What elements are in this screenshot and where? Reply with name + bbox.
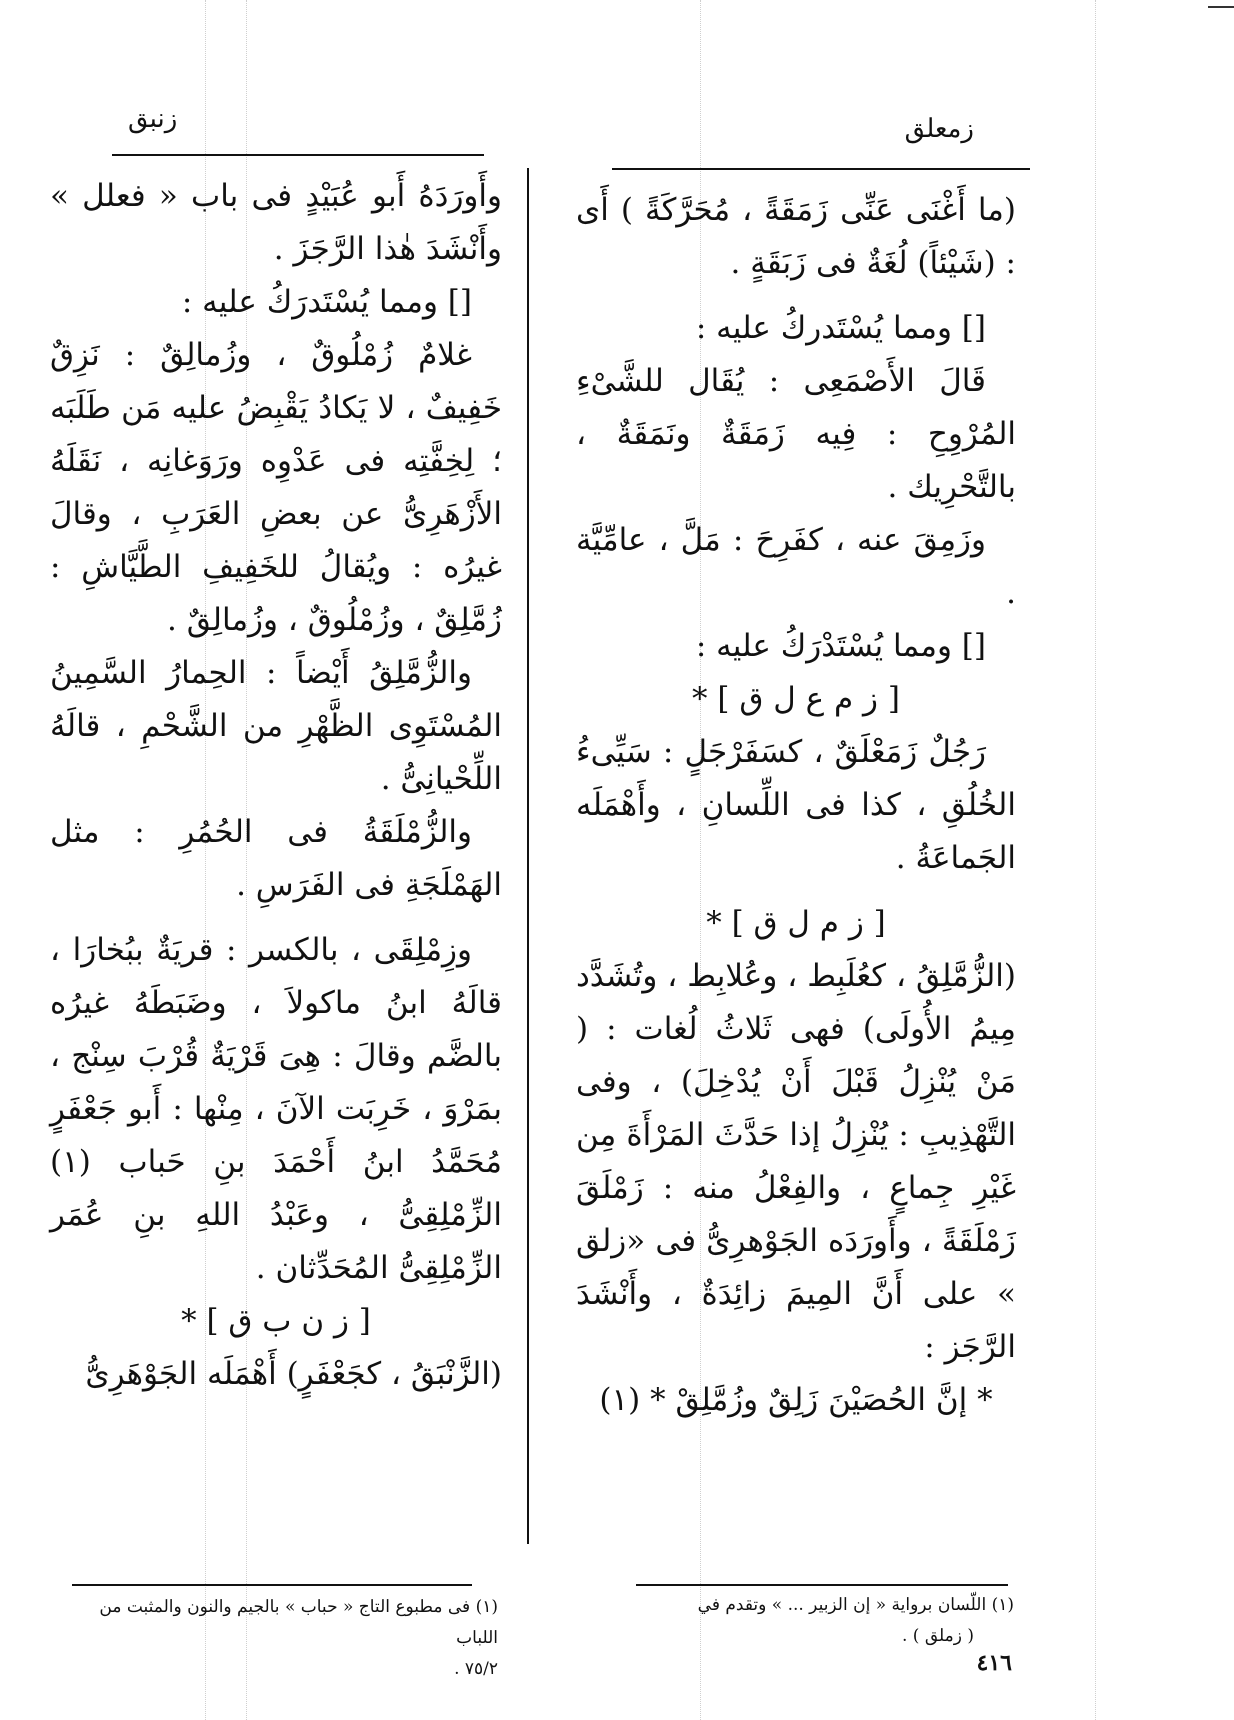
addendum-heading: [] ومما يُسْتَدركُ عليه : <box>695 310 986 346</box>
right-column <box>576 184 1016 1427</box>
header-rule-right <box>612 168 1030 170</box>
running-head-right: زمعلق <box>904 114 974 144</box>
entry-paragraph: قَالَ الأَصْمَعِى : يُقَال للشَّىْءِ المُرْوِحِ : فِيه زَمَقَةٌ ونَمَقَةٌ ، بالتَّحْرِيك . <box>576 363 1016 505</box>
entry-paragraph: وزَمِقَ عنه ، كفَرِحَ : مَلَّ ، عامِّيَّة . <box>576 522 1016 611</box>
addendum-heading: [] ومما يُسْتَدرَكُ عليه : <box>181 284 472 320</box>
left-column <box>50 170 502 1401</box>
footnote-rule-right <box>636 1584 1008 1586</box>
footnote-right <box>574 1590 1014 1652</box>
headword-root: [ ز م ع ل ق ] * <box>692 681 900 717</box>
footnote-line: (١) فى مطبوع التاج « حباب » بالجيم والنون والمثبت من اللباب <box>99 1597 498 1648</box>
scan-mark <box>1208 6 1234 8</box>
column-divider <box>527 168 529 1544</box>
footnote-left <box>58 1592 498 1685</box>
entry-paragraph: غلامٌ زُمْلُوقٌ ، وزُمالِقٌ : نَزِقٌ خَفِيفٌ ، لا يَكادُ يَقْبِضُ عليه مَن طَلَبَه ؛ لِخِفَّتِه فى عَدْوِه ورَوَغانِه ، نَقَلَهُ الأَزْهَرِىُّ عن بعضِ العَرَبِ ، وقالَ غيرُه : ويُقالُ للخَفِيفِ الطَّيَّاشِ : زُمَّلِقٌ ، وزُمْلُوقٌ ، وزُمالِقٌ . <box>50 337 502 638</box>
entry-paragraph: (الزُّمَّلِقُ ، كعُلَبِط ، وعُلابِط ، وتُشَدَّد مِيمُ الأُولَى) فهى ثَلاثُ لُغات : ( مَنْ يُنْزِلُ قَبْلَ أَنْ يُدْخِلَ) ، وفى التَّهْذِيبِ : يُنْزِلُ إذا حَدَّثَ المَرْأَةَ مِن غَيْرِ جِماعٍ ، والفِعْلُ منه : زَمْلَقَ زَمْلَقَةً ، وأَورَدَه الجَوْهرِىُّ فى «زلق » على أَنَّ المِيمَ زائِدَةٌ ، وأَنْشَدَ الرَّجَز : <box>576 958 1016 1365</box>
addendum-heading: [] ومما يُسْتَدْرَكُ عليه : <box>695 628 986 664</box>
entry-paragraph: والزُّمْلَقَةُ فى الحُمُرِ : مثل الهَمْلَجَةِ فى الفَرَسِ . <box>50 814 502 903</box>
headword-root: [ ز م ل ق ] * <box>706 905 886 941</box>
footnote-rule-left <box>72 1584 472 1586</box>
headword-root: [ ز ن ب ق ] * <box>181 1303 371 1339</box>
page-number: ٤١٦ <box>976 1650 1012 1676</box>
entry-paragraph: وأَورَدَهُ أَبو عُبَيْدٍ فى باب « فعلل » وأَنْشَدَ هٰذا الرَّجَزَ . <box>50 178 502 267</box>
entry-paragraph: وزِمْلِقَى ، بالكسر : قريَةٌ ببُخارَا ، قالَهُ ابنُ ماكولاَ ، وضَبَطَهُ غيرُه بالضَّم وقالَ : هِىَ قَرْيَةٌ قُرْبَ سِنْج ، بمَرْوَ ، خَرِبَت الآنَ ، مِنْها : أَبو جَعْفَرٍ مُحَمَّدُ ابنُ أَحْمَدَ بنِ حَباب (١) الزِّمْلِقِىُّ ، وعَبْدُ اللهِ بنِ عُمَر الزِّمْلِقِىُّ المُحَدِّثان . <box>50 932 502 1286</box>
entry-paragraph: (الزَّنْبَقُ ، كجَعْفَرٍ) أَهْمَلَه الجَوْهَرِىُّ <box>85 1356 502 1392</box>
header-rule-left <box>112 154 484 156</box>
footnote-line: ( زملق ) . <box>901 1626 974 1646</box>
entry-paragraph: والزُّمَّلِقُ أَيْضاً : الحِمارُ السَّمِينُ المُسْتَوِى الظَّهْرِ من الشَّحْمِ ، قالَهُ اللِّحْيانِىُّ . <box>50 655 502 797</box>
entry-paragraph: رَجُلٌ زَمَعْلَقٌ ، كسَفَرْجَلٍ : سَيِّىءُ الخُلُقِ ، كذا فى اللِّسانِ ، وأَهْمَلَه الجَماعَةُ . <box>576 734 1016 876</box>
running-head-left: زنبق <box>128 104 178 134</box>
footnote-line: ٧٥/٢ . <box>454 1659 498 1679</box>
footnote-line: (١) اللّسان برواية « إن الزبير ... » وتقدم في <box>697 1595 1014 1615</box>
verse-line: * إنَّ الحُصَيْنَ زَلِقٌ وزُمَّلِقْ * (١) <box>599 1382 993 1418</box>
scan-guide-line <box>1095 0 1096 1720</box>
entry-paragraph: (ما أَغْنَى عَنِّى زَمَقَةً ، مُحَرَّكَةً ) أَى : (شَيْئاً) لُغَةٌ فى زَبَقَةٍ . <box>576 192 1016 281</box>
